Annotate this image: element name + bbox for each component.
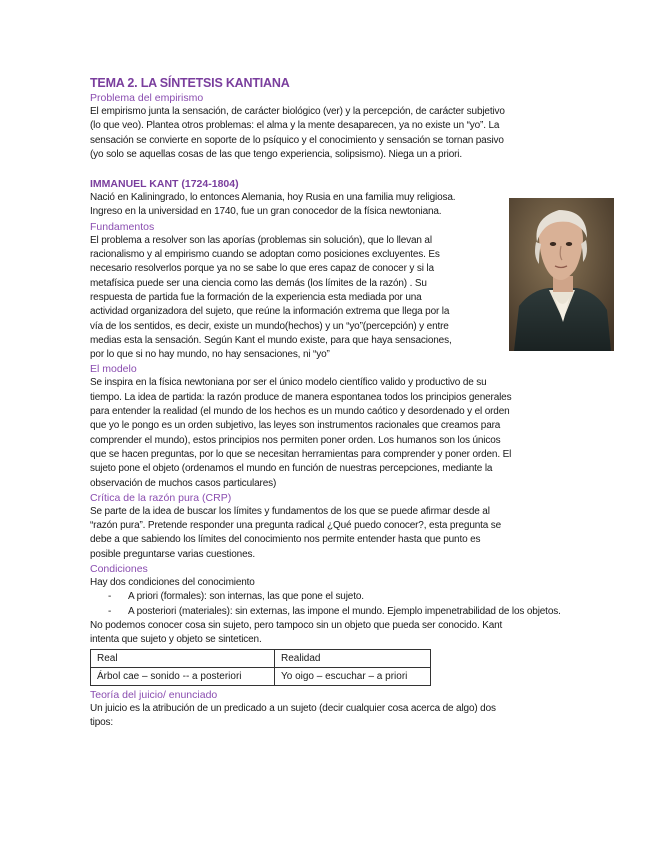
heading-critica-razon-pura: Crítica de la razón pura (CRP) [90,491,232,504]
modelo-line: para entender la realidad (el mundo de los hechos es un mundo caótico y desordenado y el orden [90,406,510,418]
modelo-line: comprender el mundo), estos principios nos permiten poner orden. Los humanos son los únicos [90,434,501,446]
modelo-line: que se hacen preguntas, por lo que se necesitan herramientas para comprender y poner orden. El [90,448,512,460]
critica-line: debe a que sabiendo los límites del conocimiento nos permite entender hasta que punto es [90,534,481,546]
empirismo-line: (lo que veo). Plantea otros problemas: el alma y la mente desaparecen, ya no existe un “yo”. La [90,120,500,132]
table-cell: Yo oigo – escuchar – a priori [275,667,431,685]
condiciones-list [90,590,565,619]
critica-line: “razón pura”. Pretende responder una pregunta radical ¿Qué puedo conocer?, esta pregunta se [90,520,502,532]
empirismo-line: (yo solo se aquellas cosas de las que tengo experiencia, solipsismo). Niega un a priori. [90,148,463,160]
fundamentos-line: vía de los sentidos, es decir, existe un mundo(hechos) y un “yo”(percepción) y entre [90,320,449,332]
condiciones-after-line: No podemos conocer cosa sin sujeto, pero tampoco sin un objeto que pueda ser conocido. Kant [90,619,503,631]
modelo-line: sujeto pone el objeto (ordenamos el mundo en función de nuestras percepciones, mediante la [90,463,493,475]
document-title: TEMA 2. LA SÍNTETSIS KANTIANA [90,76,290,90]
table-cell: Árbol cae – sonido -- a posteriori [91,667,275,685]
condiciones-after-line: intenta que sujeto y objeto se sinteticen. [90,634,262,646]
document-page [90,76,565,730]
fundamentos-line: medias esta la sensación. Según Kant el mundo existe, para que haya sensaciones, [90,334,452,346]
kant-portrait-image [509,198,614,351]
real-realidad-table [90,649,431,686]
table-header-cell: Realidad [275,649,431,667]
empirismo-line: sensación se convierte en soporte de lo psíquico y el conocimiento y sensación se tornan pasivo [90,134,504,146]
fundamentos-line: El problema a resolver son las aporías (problemas sin solución), que lo llevan al [90,234,432,246]
heading-immanuel-kant: IMMANUEL KANT (1724-1804) [90,178,239,191]
fundamentos-line: metafísica puede ser una ciencia como las demás (los límites de la razón) . Su [90,277,427,289]
table-header-cell: Real [91,649,275,667]
fundamentos-line: racionalismo y al empirismo cuando se adoptan como posiciones excluyentes. Es [90,249,440,261]
modelo-line: que yo le pongo es un orden subjetivo, las leyes son instrumentos racionales que creamos para [90,420,501,432]
kant-bio-line: Nació en Kaliningrado, lo entonces Alemania, hoy Rusia en una familia muy religiosa. [90,192,456,204]
juicio-line: Un juicio es la atribución de un predicado a un sujeto (decir cualquier cosa acerca de algo) dos [90,702,496,714]
empirismo-line: El empirismo junta la sensación, de carácter biológico (ver) y la percepción, de carácter subjetivo [90,106,505,117]
heading-el-modelo: El modelo [90,363,137,376]
modelo-line: observación de muchos casos particulares) [90,477,277,489]
fundamentos-line: por lo que si no hay mundo, no hay sensaciones, ni “yo” [90,349,330,361]
fundamentos-line: actividad organizadora del sujeto, que reúne la información extrema que llega por la [90,306,450,318]
fundamentos-line: respuesta de partida fue la formación de la experiencia esta mediada por una [90,291,422,303]
critica-line: Se parte de la idea de buscar los límites y fundamentos de los que se puede afirmar desde al [90,505,490,517]
condiciones-intro: Hay dos condiciones del conocimiento [90,577,255,589]
modelo-line: Se inspira en la física newtoniana por ser el único modelo científico valido y productivo de su [90,377,487,389]
table-row [91,649,431,667]
list-item: - A posteriori (materiales): sin externas, las impone el mundo. Ejemplo impenetrabilidad de los objetos. [108,605,565,619]
critica-line: posible preguntarse varias cuestiones. [90,548,255,560]
heading-problema-empirismo: Problema del empirismo [90,92,204,104]
modelo-line: tiempo. La idea de partida: la razón produce de manera espontanea todos los principios generales [90,391,512,403]
heading-condiciones: Condiciones [90,563,148,576]
fundamentos-line: necesario resolverlos porque ya no se sabe lo que eres capaz de conocer y si la [90,263,434,275]
juicio-line: tipos: [90,716,114,728]
list-item: - A priori (formales): son internas, las que pone el sujeto. [108,590,565,604]
heading-teoria-juicio: Teoría del juicio/ enunciado [90,688,218,701]
heading-fundamentos: Fundamentos [90,220,155,233]
table-row [91,667,431,685]
kant-bio-line: Ingreso en la universidad en 1740, fue un gran conocedor de la física newtoniana. [90,206,442,218]
